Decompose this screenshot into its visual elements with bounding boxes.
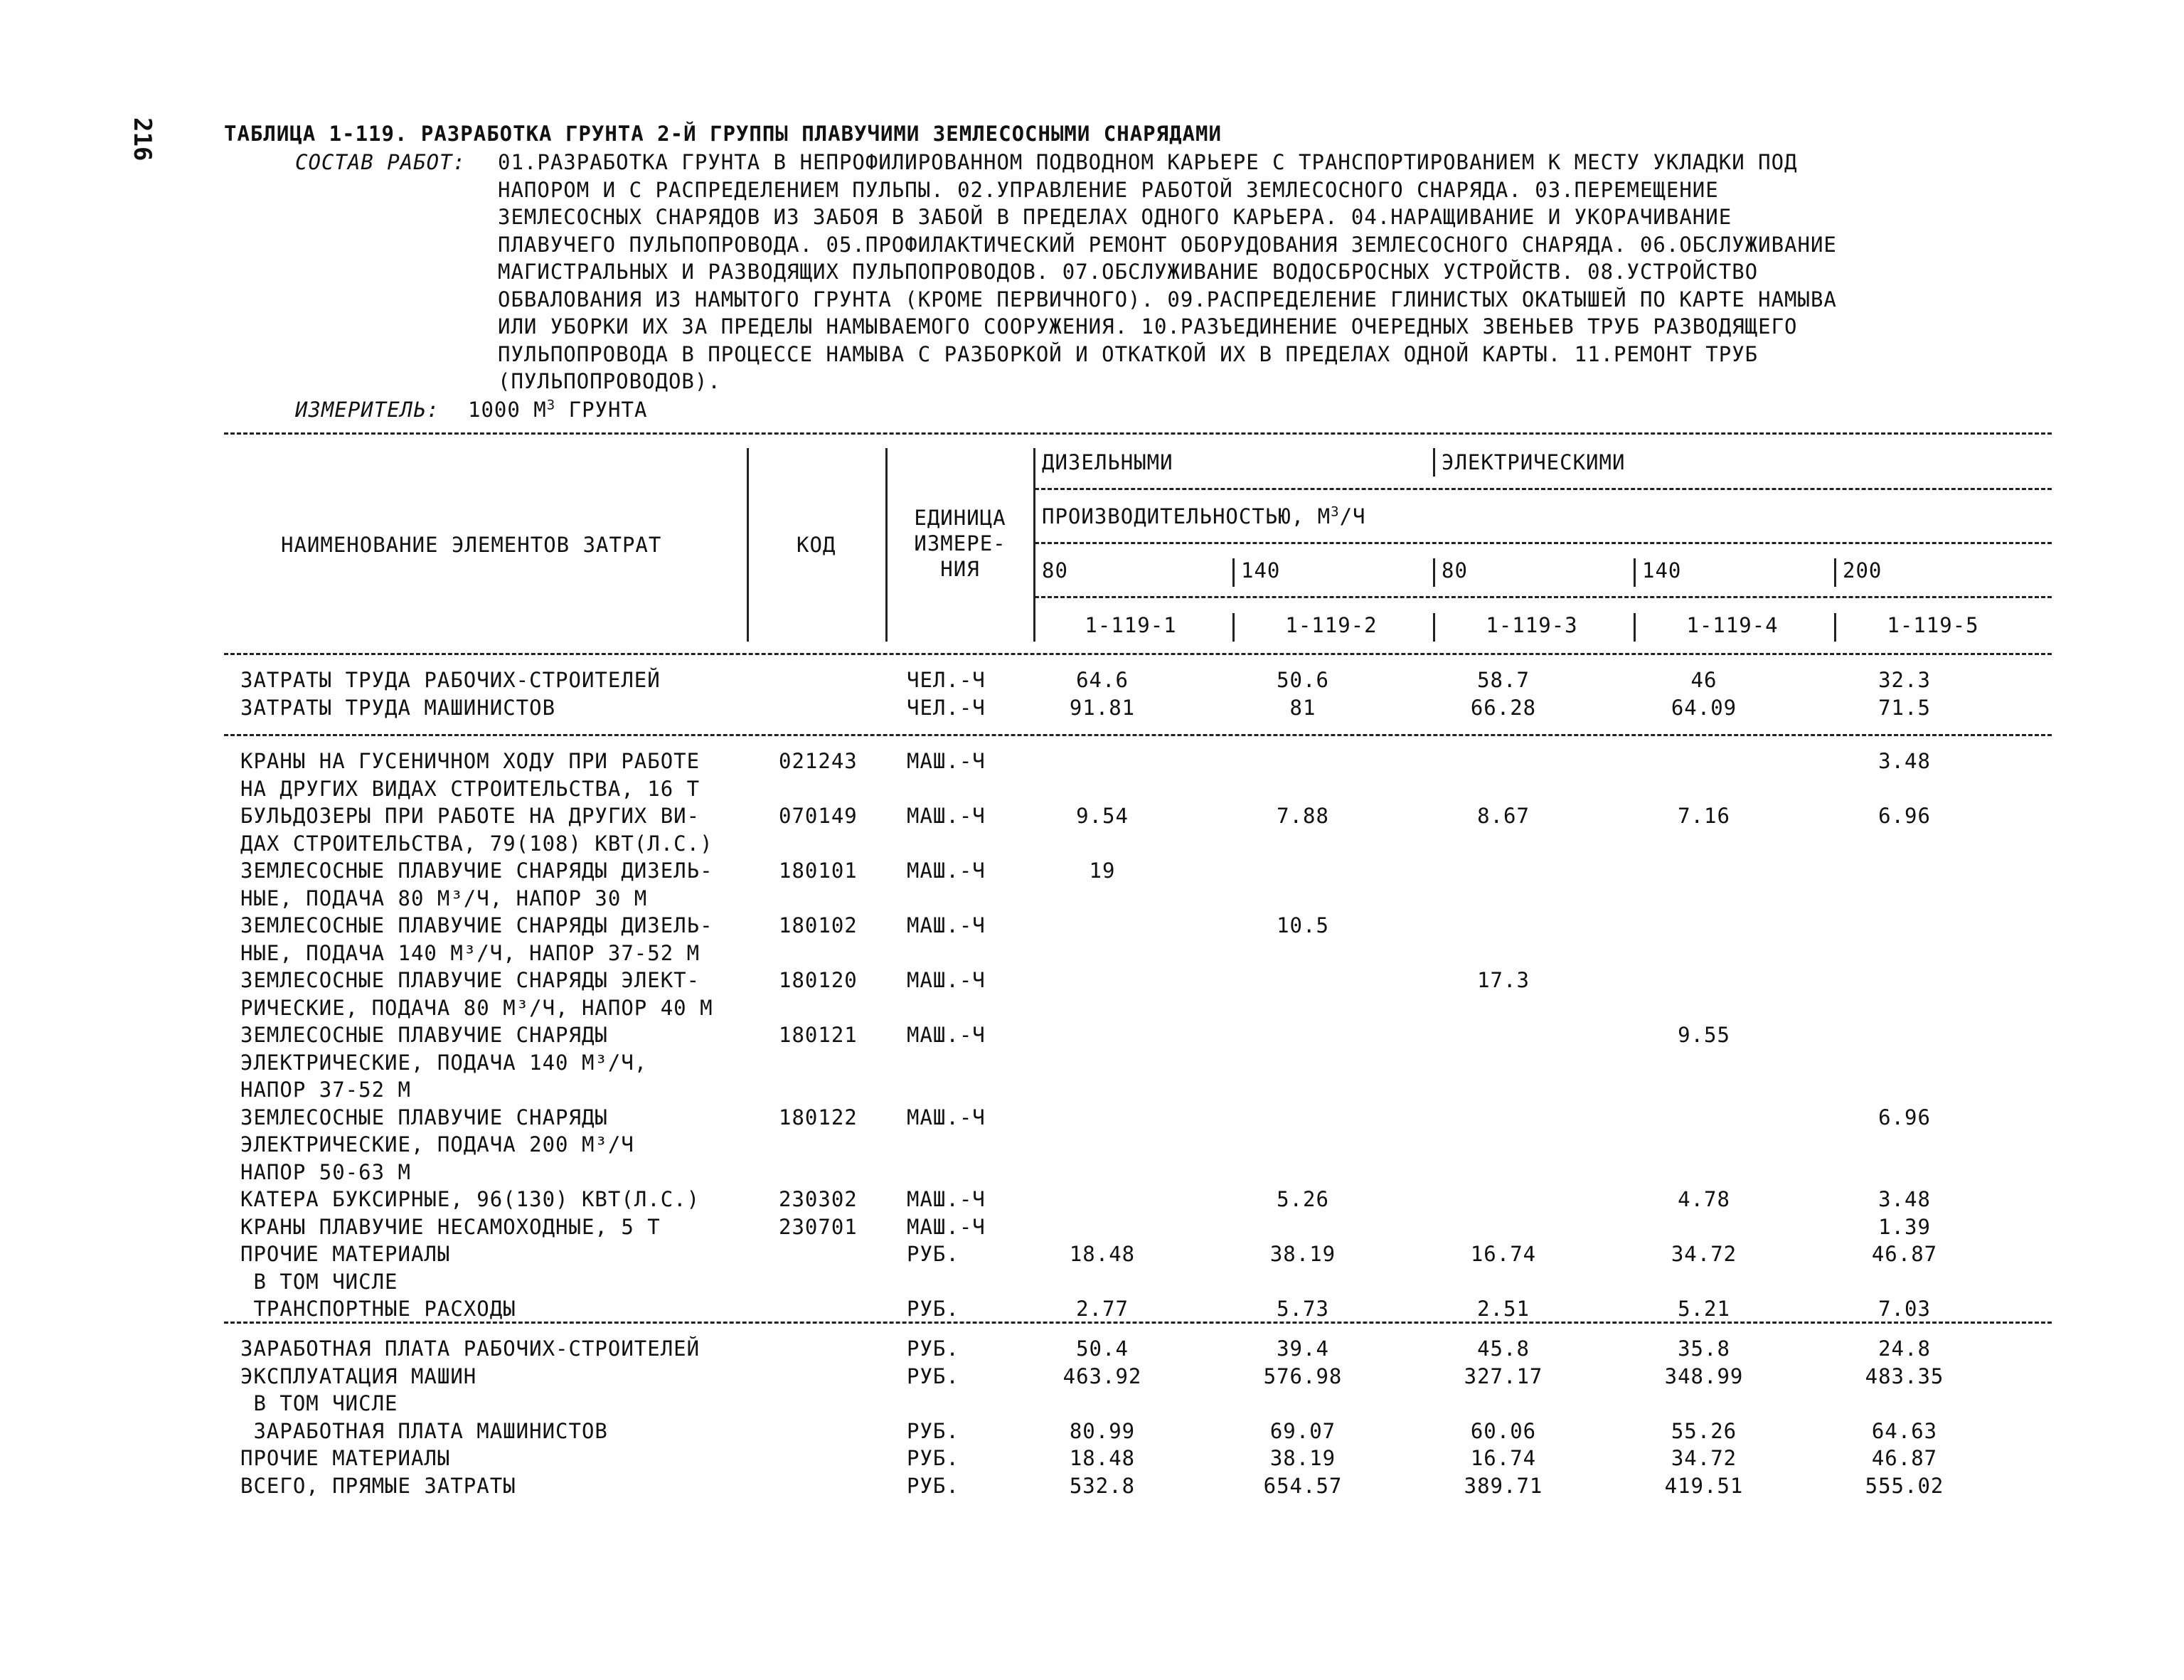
row-unit: РУБ.	[907, 1418, 959, 1443]
row-name-line: ЗАТРАТЫ ТРУДА РАБОЧИХ-СТРОИТЕЛЕЙ	[240, 668, 661, 692]
header-bottom-rule	[224, 653, 2052, 655]
composition-line: НАПОРОМ И С РАСПРЕДЕЛЕНИЕМ ПУЛЬПЫ. 02.УПРАВЛЕНИЕ РАБОТОЙ ЗЕМЛЕСОСНОГО СНАРЯДА. 03.ПЕРЕМЕЩЕНИЕ	[498, 177, 1719, 202]
row-name-line: НАПОР 37-52 М	[240, 1078, 411, 1102]
row-value: 19	[1089, 858, 1116, 883]
header-rule-1	[1035, 488, 2052, 490]
row-value: 18.48	[1069, 1446, 1136, 1470]
row-value: 64.09	[1671, 695, 1737, 720]
row-value: 50.6	[1277, 668, 1329, 692]
productivity-sup: 3	[1331, 504, 1340, 520]
composition-line: ОБВАЛОВАНИЯ ИЗ НАМЫТОГО ГРУНТА (КРОМЕ ПЕРВИЧНОГО). 09.РАСПРЕДЕЛЕНИЕ ГЛИНИСТЫХ ОКАТЫШЕЙ ПО КАРТЕ НАМЫВА	[498, 287, 1837, 312]
composition-line: ПУЛЬПОПРОВОДА В ПРОЦЕССЕ НАМЫВА С РАЗБОРКОЙ И ОТКАТКОЙ ИХ В ПРЕДЕЛАХ ОДНОЙ КАРТЫ. 11.РЕМОНТ ТРУБ	[498, 341, 1759, 366]
header-rule-2	[1035, 542, 2052, 544]
meter-label: ИЗМЕРИТЕЛЬ:	[295, 398, 440, 422]
code-vsep-3	[1634, 613, 1636, 642]
capacity-cell: 80	[1442, 558, 1468, 583]
cap-vsep-3	[1634, 558, 1636, 587]
row-value: 45.8	[1477, 1336, 1530, 1361]
row-name-line: РИЧЕСКИЕ, ПОДАЧА 80 М³/Ч, НАПОР 40 М	[240, 995, 713, 1020]
row-value: 91.81	[1069, 695, 1136, 720]
row-code: 021243	[779, 749, 858, 773]
header-code-col: КОД	[797, 533, 836, 557]
row-unit: РУБ.	[907, 1446, 959, 1470]
row-unit: МАШ.-Ч	[907, 1023, 986, 1047]
row-value: 6.96	[1878, 804, 1931, 828]
row-value: 64.63	[1871, 1418, 1938, 1443]
row-name-line: ЗАРАБОТНАЯ ПЛАТА РАБОЧИХ-СТРОИТЕЛЕЙ	[240, 1336, 701, 1361]
row-name-line: ЭЛЕКТРИЧЕСКИЕ, ПОДАЧА 140 М³/Ч,	[240, 1050, 648, 1075]
row-name-line: ЗАТРАТЫ ТРУДА МАШИНИСТОВ	[240, 695, 556, 720]
row-unit: РУБ.	[907, 1242, 959, 1266]
row-value: 463.92	[1062, 1363, 1142, 1388]
row-value: 16.74	[1470, 1242, 1537, 1266]
row-value: 8.67	[1477, 804, 1530, 828]
row-unit: МАШ.-Ч	[907, 1105, 986, 1129]
row-value: 34.72	[1671, 1446, 1737, 1470]
composition-line: ЗЕМЛЕСОСНЫХ СНАРЯДОВ ИЗ ЗАБОЯ В ЗАБОЙ В ПРЕДЕЛАХ ОДНОГО КАРЬЕРА. 04.НАРАЩИВАНИЕ И УКОРАЧИВАНИЕ	[498, 205, 1732, 229]
row-code: 070149	[779, 804, 858, 828]
row-unit: МАШ.-Ч	[907, 968, 986, 992]
row-name-line: ЗЕМЛЕСОСНЫЕ ПЛАВУЧИЕ СНАРЯДЫ	[240, 1023, 608, 1047]
row-code: 230701	[779, 1214, 858, 1239]
row-value: 1.39	[1878, 1214, 1931, 1239]
row-unit: РУБ.	[907, 1363, 959, 1388]
row-value: 35.8	[1678, 1336, 1730, 1361]
header-name-col: НАИМЕНОВАНИЕ ЭЛЕМЕНТОВ ЗАТРАТ	[281, 533, 662, 557]
row-value: 532.8	[1069, 1473, 1136, 1498]
row-value: 7.03	[1878, 1297, 1931, 1321]
composition-label: СОСТАВ РАБОТ:	[295, 150, 466, 174]
composition-line: ИЛИ УБОРКИ ИХ ЗА ПРЕДЕЛЫ НАМЫВАЕМОГО СООРУЖЕНИЯ. 10.РАЗЪЕДИНЕНИЕ ОЧЕРЕДНЫХ ЗВЕНЬЕВ ТРУБ РАЗВОДЯЩЕГО	[498, 314, 1798, 339]
row-value: 46.87	[1871, 1242, 1938, 1266]
rate-code-cell: 1-119-3	[1486, 613, 1578, 637]
row-code: 180102	[779, 913, 858, 937]
row-value: 2.51	[1477, 1297, 1530, 1321]
row-name-line: НЫЕ, ПОДАЧА 80 М³/Ч, НАПОР 30 М	[240, 886, 648, 910]
row-name-line: ЭКСПЛУАТАЦИЯ МАШИН	[240, 1363, 477, 1388]
row-value: 6.96	[1878, 1105, 1931, 1129]
row-value: 2.77	[1076, 1297, 1129, 1321]
row-name-line: В ТОМ ЧИСЛЕ	[240, 1269, 398, 1294]
row-value: 9.54	[1076, 804, 1129, 828]
row-name-line: ЗЕМЛЕСОСНЫЕ ПЛАВУЧИЕ СНАРЯДЫ	[240, 1105, 608, 1129]
row-value: 5.21	[1678, 1297, 1730, 1321]
row-value: 3.48	[1878, 749, 1931, 773]
row-unit: МАШ.-Ч	[907, 913, 986, 937]
header-rule-3	[1035, 596, 2052, 598]
header-electric: ЭЛЕКТРИЧЕСКИМИ	[1442, 450, 1626, 474]
row-unit: ЧЕЛ.-Ч	[907, 668, 986, 692]
row-value: 9.55	[1678, 1023, 1730, 1047]
header-productivity	[1042, 504, 1365, 529]
row-name-line: В ТОМ ЧИСЛЕ	[240, 1391, 398, 1415]
row-value: 555.02	[1865, 1473, 1944, 1498]
cap-vsep-4	[1834, 558, 1836, 587]
row-value: 576.98	[1263, 1363, 1343, 1388]
meter-value	[468, 397, 647, 422]
row-name-line: КРАНЫ ПЛАВУЧИЕ НЕСАМОХОДНЫЕ, 5 Т	[240, 1214, 661, 1239]
row-name-line: ДАХ СТРОИТЕЛЬСТВА, 79(108) КВТ(Л.С.)	[240, 831, 713, 856]
capacity-cell: 140	[1241, 558, 1281, 583]
composition-line: МАГИСТРАЛЬНЫХ И РАЗВОДЯЩИХ ПУЛЬПОПРОВОДОВ. 07.ОБСЛУЖИВАНИЕ ВОДОСБРОСНЫХ УСТРОЙСТВ. 08.УСТРОЙСТВО	[498, 260, 1759, 284]
row-value: 5.26	[1277, 1187, 1329, 1211]
row-value: 80.99	[1069, 1418, 1136, 1443]
row-value: 18.48	[1069, 1242, 1136, 1266]
row-value: 654.57	[1263, 1473, 1343, 1498]
row-name-line: ПРОЧИЕ МАТЕРИАЛЫ	[240, 1242, 451, 1266]
row-value: 55.26	[1671, 1418, 1737, 1443]
capacity-cell: 80	[1042, 558, 1068, 583]
row-unit: РУБ.	[907, 1336, 959, 1361]
section-rule-1	[224, 734, 2052, 736]
row-code: 180121	[779, 1023, 858, 1047]
cap-vsep-2	[1433, 558, 1435, 587]
row-value: 7.16	[1678, 804, 1730, 828]
row-value: 348.99	[1664, 1363, 1744, 1388]
row-value: 46	[1690, 668, 1717, 692]
row-name-line: НАПОР 50-63 М	[240, 1159, 411, 1184]
row-name-line: ЗАРАБОТНАЯ ПЛАТА МАШИНИСТОВ	[240, 1418, 608, 1443]
row-value: 50.4	[1076, 1336, 1129, 1361]
row-value: 10.5	[1277, 913, 1329, 937]
row-value: 327.17	[1464, 1363, 1543, 1388]
row-code: 180122	[779, 1105, 858, 1129]
productivity-post: /Ч	[1339, 504, 1366, 528]
header-unit-2: ИЗМЕРЕ-	[914, 531, 1006, 555]
composition-line: 01.РАЗРАБОТКА ГРУНТА В НЕПРОФИЛИРОВАННОМ ПОДВОДНОМ КАРЬЕРЕ С ТРАНСПОРТИРОВАНИЕМ К МЕСТУ УКЛАДКИ ПОД	[498, 150, 1798, 174]
row-value: 38.19	[1269, 1242, 1336, 1266]
composition-line: ПЛАВУЧЕГО ПУЛЬПОПРОВОДА. 05.ПРОФИЛАКТИЧЕСКИЙ РЕМОНТ ОБОРУДОВАНИЯ ЗЕМЛЕСОСНОГО СНАРЯДА. 06.ОБСЛУЖИВАНИЕ	[498, 232, 1837, 257]
header-unit-3: НИЯ	[940, 557, 980, 581]
rate-code-cell: 1-119-2	[1285, 613, 1378, 637]
row-value: 71.5	[1878, 695, 1931, 720]
row-value: 58.7	[1477, 668, 1530, 692]
row-value: 66.28	[1470, 695, 1537, 720]
row-name-line: БУЛЬДОЗЕРЫ ПРИ РАБОТЕ НА ДРУГИХ ВИ-	[240, 804, 701, 828]
code-vsep-4	[1834, 613, 1836, 642]
header-vsep-2	[885, 448, 888, 642]
row-name-line: ЗЕМЛЕСОСНЫЕ ПЛАВУЧИЕ СНАРЯДЫ ДИЗЕЛЬ-	[240, 913, 713, 937]
row-name-line: НЫЕ, ПОДАЧА 140 М³/Ч, НАПОР 37-52 М	[240, 940, 701, 965]
header-vsep-1	[747, 448, 749, 642]
section-rule-2	[224, 1322, 2052, 1324]
row-name-line: ВСЕГО, ПРЯМЫЕ ЗАТРАТЫ	[240, 1473, 516, 1498]
row-unit: МАШ.-Ч	[907, 1214, 986, 1239]
meter-value-post: ГРУНТА	[555, 398, 648, 422]
row-unit: РУБ.	[907, 1297, 959, 1321]
row-value: 5.73	[1277, 1297, 1329, 1321]
row-name-line: ПРОЧИЕ МАТЕРИАЛЫ	[240, 1446, 451, 1470]
row-value: 3.48	[1878, 1187, 1931, 1211]
row-name-line: ЗЕМЛЕСОСНЫЕ ПЛАВУЧИЕ СНАРЯДЫ ДИЗЕЛЬ-	[240, 858, 713, 883]
row-unit: МАШ.-Ч	[907, 749, 986, 773]
header-diesel: ДИЗЕЛЬНЫМИ	[1042, 450, 1173, 474]
row-value: 34.72	[1671, 1242, 1737, 1266]
row-value: 7.88	[1277, 804, 1329, 828]
row-value: 46.87	[1871, 1446, 1938, 1470]
capacity-cell: 140	[1642, 558, 1682, 583]
row-value: 69.07	[1269, 1418, 1336, 1443]
composition-line: (ПУЛЬПОПРОВОДОВ).	[498, 369, 721, 393]
table-title: ТАБЛИЦА 1-119. РАЗРАБОТКА ГРУНТА 2-Й ГРУППЫ ПЛАВУЧИМИ ЗЕМЛЕСОСНЫМИ СНАРЯДАМИ	[224, 122, 1222, 146]
row-name-line: ТРАНСПОРТНЫЕ РАСХОДЫ	[240, 1297, 516, 1321]
row-code: 180120	[779, 968, 858, 992]
row-name-line: ЭЛЕКТРИЧЕСКИЕ, ПОДАЧА 200 М³/Ч	[240, 1132, 634, 1157]
rate-code-cell: 1-119-1	[1085, 613, 1177, 637]
rate-code-cell: 1-119-5	[1887, 613, 1979, 637]
header-vsep-electric	[1433, 448, 1435, 477]
meter-sup: 3	[546, 397, 556, 413]
row-value: 60.06	[1470, 1418, 1537, 1443]
row-value: 24.8	[1878, 1336, 1931, 1361]
row-value: 483.35	[1865, 1363, 1944, 1388]
row-value: 38.19	[1269, 1446, 1336, 1470]
productivity-pre: ПРОИЗВОДИТЕЛЬНОСТЬЮ, М	[1042, 504, 1331, 528]
row-value: 4.78	[1678, 1187, 1730, 1211]
row-unit: МАШ.-Ч	[907, 858, 986, 883]
page-number: 216	[128, 117, 156, 161]
row-value: 17.3	[1477, 968, 1530, 992]
code-vsep-1	[1232, 613, 1235, 642]
header-unit-1: ЕДИНИЦА	[914, 506, 1006, 530]
row-unit: РУБ.	[907, 1473, 959, 1498]
row-name-line: НА ДРУГИХ ВИДАХ СТРОИТЕЛЬСТВА, 16 Т	[240, 776, 701, 801]
row-value: 32.3	[1878, 668, 1931, 692]
row-unit: МАШ.-Ч	[907, 1187, 986, 1211]
row-value: 39.4	[1277, 1336, 1329, 1361]
cap-vsep-1	[1232, 558, 1235, 587]
row-name-line: КАТЕРА БУКСИРНЫЕ, 96(130) КВТ(Л.С.)	[240, 1187, 701, 1211]
row-value: 419.51	[1664, 1473, 1744, 1498]
row-unit: МАШ.-Ч	[907, 804, 986, 828]
row-code: 180101	[779, 858, 858, 883]
code-vsep-2	[1433, 613, 1435, 642]
row-value: 81	[1289, 695, 1316, 720]
row-code: 230302	[779, 1187, 858, 1211]
row-value: 389.71	[1464, 1473, 1543, 1498]
meter-value-pre: 1000 М	[468, 398, 547, 422]
row-unit: ЧЕЛ.-Ч	[907, 695, 986, 720]
rate-code-cell: 1-119-4	[1686, 613, 1779, 637]
row-name-line: ЗЕМЛЕСОСНЫЕ ПЛАВУЧИЕ СНАРЯДЫ ЭЛЕКТ-	[240, 968, 701, 992]
table-top-rule	[224, 432, 2052, 435]
row-value: 16.74	[1470, 1446, 1537, 1470]
header-vsep-3	[1033, 448, 1035, 642]
capacity-cell: 200	[1843, 558, 1882, 583]
row-name-line: КРАНЫ НА ГУСЕНИЧНОМ ХОДУ ПРИ РАБОТЕ	[240, 749, 701, 773]
row-value: 64.6	[1076, 668, 1129, 692]
